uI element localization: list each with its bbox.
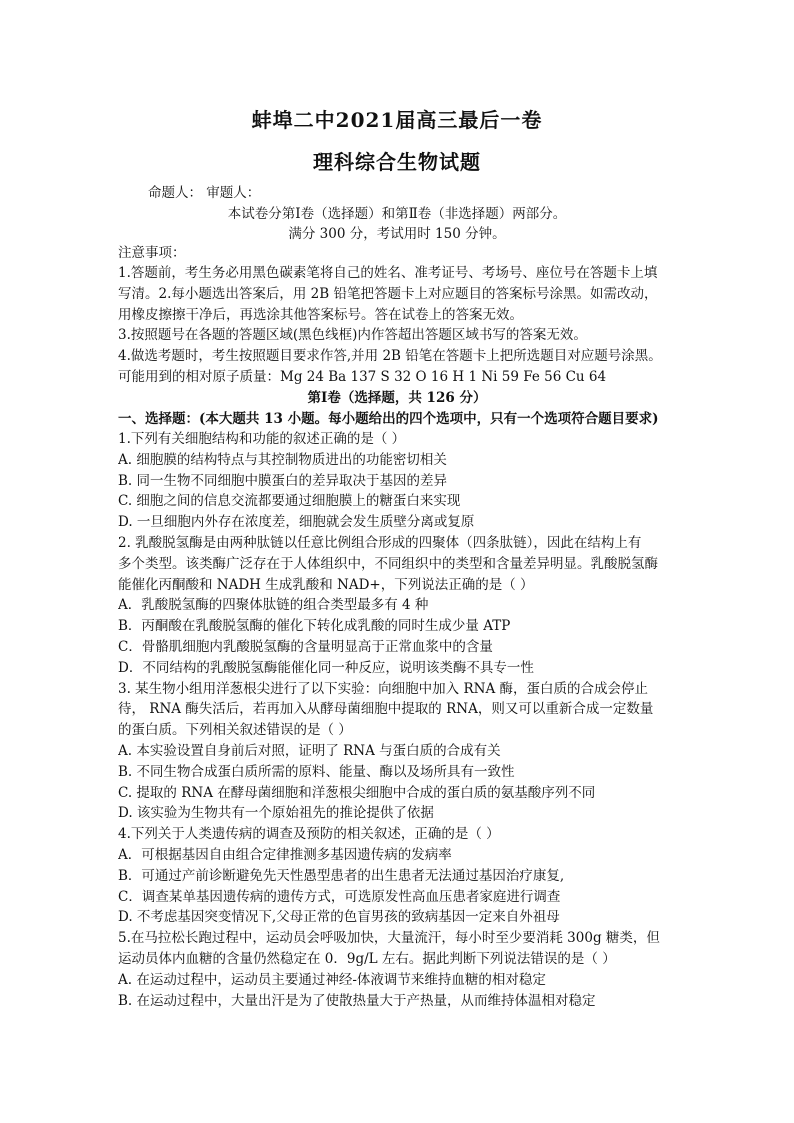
questions-block	[118, 429, 678, 1011]
exam-subtitle: 理科综合生物试题	[313, 150, 481, 174]
question-line: D．不同结构的乳酸脱氢酶能催化同一种反应，说明该类酶不具专一性	[118, 659, 534, 676]
question-line: 能催化丙酮酸和 NADH 生成乳酸和 NAD+，下列说法正确的是（ ）	[118, 576, 534, 593]
question-line: C. 细胞之间的信息交流都要通过细胞膜上的糖蛋白来实现	[118, 493, 461, 510]
section-instruction: 一、选择题：(本大题共 13 小题。每小题给出的四个选项中，只有一个选项符合题目要求)	[118, 411, 659, 427]
note-line: 3.按照题号在各题的答题区域(黑色线框)内作答超出答题区域书写的答案无效。	[118, 327, 587, 344]
question-line: A. 细胞膜的结构特点与其控制物质进出的功能密切相关	[118, 451, 447, 468]
note-line: 4.做选考题时，考生按照题目要求作答,并用 2B 铅笔在答题卡上把所选题目对应题号涂黑。	[118, 348, 662, 365]
question-line: 5.在马拉松长跑过程中，运动员会呼吸加快，大量流汗，每小时至少要消耗 300g 糖类，但	[118, 930, 660, 947]
question-line: A. 本实验设置自身前后对照，证明了 RNA 与蛋白质的合成有关	[118, 742, 501, 759]
question-line: 4.下列关于人类遗传病的调查及预防的相关叙述，正确的是（ ）	[118, 826, 500, 843]
question-line: B. 在运动过程中，大量出汗是为了使散热量大于产热量，从而维持体温相对稳定	[118, 992, 596, 1009]
authors-line: 命题人： 审题人：	[148, 185, 261, 201]
question-line: 2. 乳酸脱氢酶是由两种肽链以任意比例组合形成的四聚体（四条肽链），因此在结构上有	[118, 534, 642, 551]
question-line: C. 提取的 RNA 在酵母菌细胞和洋葱根尖细胞中合成的蛋白质的氨基酸序列不同	[118, 784, 596, 801]
question-line: 待， RNA 酶失活后，若再加入从酵母菌细胞中提取的 RNA，则又可以重新合成一定数量	[118, 701, 654, 718]
section-title: 第Ⅰ卷（选择题，共 126 分）	[307, 390, 487, 406]
question-line: D. 一旦细胞内外存在浓度差，细胞就会发生质壁分离或复原	[118, 514, 475, 531]
question-line: 多个类型。该类酶广泛存在于人体组织中，不同组织中的类型和含量差异明显。乳酸脱氢酶	[118, 555, 658, 572]
question-line: 3. 某生物小组用洋葱根尖进行了以下实验：向细胞中加入 RNA 酶，蛋白质的合成会停止	[118, 680, 648, 697]
question-line: B. 同一生物不同细胞中膜蛋白的差异取决于基因的差异	[118, 472, 448, 489]
question-line: A．可根据基因自由组合定律推测多基因遗传病的发病率	[118, 846, 452, 863]
question-line: 的蛋白质。下列相关叙述错误的是（ ）	[118, 722, 352, 739]
note-line: 可能用到的相对原子质量：Mg 24 Ba 137 S 32 O 16 H 1 Ni 59 Fe 56 Cu 64	[118, 368, 607, 385]
question-line: B. 不同生物合成蛋白质所需的原料、能量、酶以及场所具有一致性	[118, 763, 515, 780]
note-line: 1.答题前，考生务必用黑色碳素笔将自己的姓名、准考证号、考场号、座位号在答题卡上填	[118, 265, 658, 281]
question-line: 运动员体内血糖的含量仍然稳定在 0．9g/L 左右。据此判断下列说法错误的是（ ）	[118, 950, 616, 967]
score-info: 满分 300 分，考试用时 150 分钟。	[288, 226, 506, 242]
exam-title: 蚌埠二中2021届高三最后一卷	[251, 108, 543, 132]
notes-block	[118, 263, 678, 388]
paper-info: 本试卷分第Ⅰ卷（选择题）和第Ⅱ卷（非选择题）两部分。	[227, 206, 567, 222]
note-line: 用橡皮擦擦干净后，再选涂其他答案标号。答在试卷上的答案无效。	[118, 306, 523, 323]
question-line: B．可通过产前诊断避免先天性愚型患者的出生患者无法通过基因治疗康复,	[118, 867, 565, 884]
question-line: D. 不考虑基因突变情况下,父母正常的色盲男孩的致病基因一定来自外祖母	[118, 909, 560, 926]
question-line: A. 在运动过程中，运动员主要通过神经-体液调节来维持血糖的相对稳定	[118, 971, 546, 988]
question-line: C．骨骼肌细胞内乳酸脱氢酶的含量明显高于正常血浆中的含量	[118, 638, 493, 655]
question-line: B．丙酮酸在乳酸脱氢酶的催化下转化成乳酸的同时生成少量 ATP	[118, 618, 511, 635]
notes-title: 注意事项：	[118, 245, 186, 261]
question-line: D. 该实验为生物共有一个原始祖先的推论提供了依据	[118, 805, 434, 822]
question-line: A．乳酸脱氢酶的四聚体肽链的组合类型最多有 4 种	[118, 597, 429, 614]
question-line: C．调查某单基因遗传病的遗传方式，可选原发性高血压患者家庭进行调查	[118, 888, 561, 905]
note-line: 写清。2.每小题选出答案后，用 2B 铅笔把答题卡上对应题目的答案标号涂黑。如需改动，	[118, 285, 658, 302]
question-line: 1.下列有关细胞结构和功能的叙述正确的是（ ）	[118, 431, 406, 447]
